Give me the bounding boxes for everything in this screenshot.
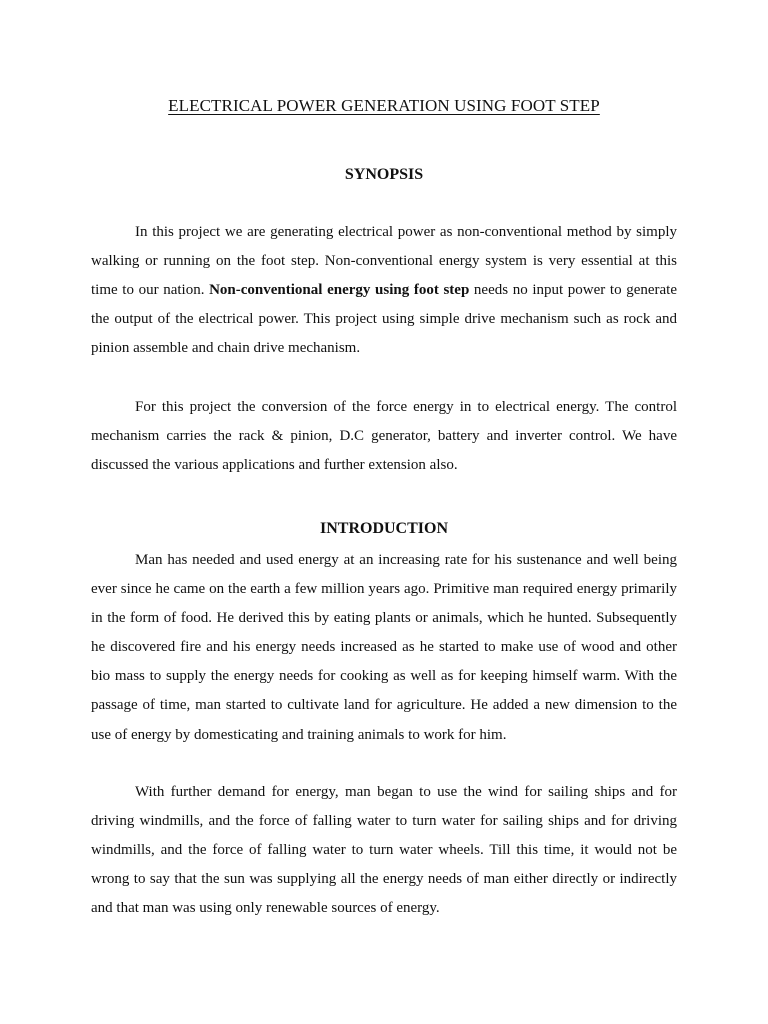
synopsis-paragraph-1 [91, 218, 677, 363]
synopsis-bold-phrase: Non-conventional energy using foot step [209, 282, 470, 299]
synopsis-text-part2: needs no input power to generate the output of the electrical power. This project using simple drive mechanism such as rock and pinion assemble and chain drive mechanism. [91, 282, 678, 357]
introduction-paragraph-2: With further demand for energy, man began to use the wind for sailing ships and for driving windmills, and the force of falling water to turn water for sailing ships and for driving windmills, and the force of falling water to turn water wheels. Till this time, it would not be wrong to say that the sun was supplying all the energy needs of man either directly or indirectly and that man was using only renewable sources of energy. [91, 784, 677, 917]
document-title: ELECTRICAL POWER GENERATION USING FOOT STEP [168, 96, 600, 115]
synopsis-text-part1: In this project we are generating electrical power as non-conventional method by simply walking or running on the foot step. Non-conventional energy system is very essential at this time to our nation. [91, 224, 677, 299]
synopsis-paragraph-2: For this project the conversion of the force energy in to electrical energy. The control mechanism carries the rack & pinion, D.C generator, battery and inverter control. We have discussed the various applications and further extension also. [91, 399, 677, 474]
synopsis-heading: SYNOPSIS [344, 166, 424, 183]
introduction-heading: INTRODUCTION [319, 520, 448, 537]
introduction-paragraph-1: Man has needed and used energy at an increasing rate for his sustenance and well being ever since he came on the earth a few million years ago. Primitive man required energy primarily in the form of food. He derived this by eating plants or animals, which he hunted. Subsequently he discovered fire and his energy needs increased as he started to make use of wood and other bio mass to supply the energy needs for cooking as well as for keeping himself warm. With the passage of time, man started to cultivate land for agriculture. He added a new dimension to the use of energy by domesticating and training animals to work for him. [91, 552, 677, 743]
